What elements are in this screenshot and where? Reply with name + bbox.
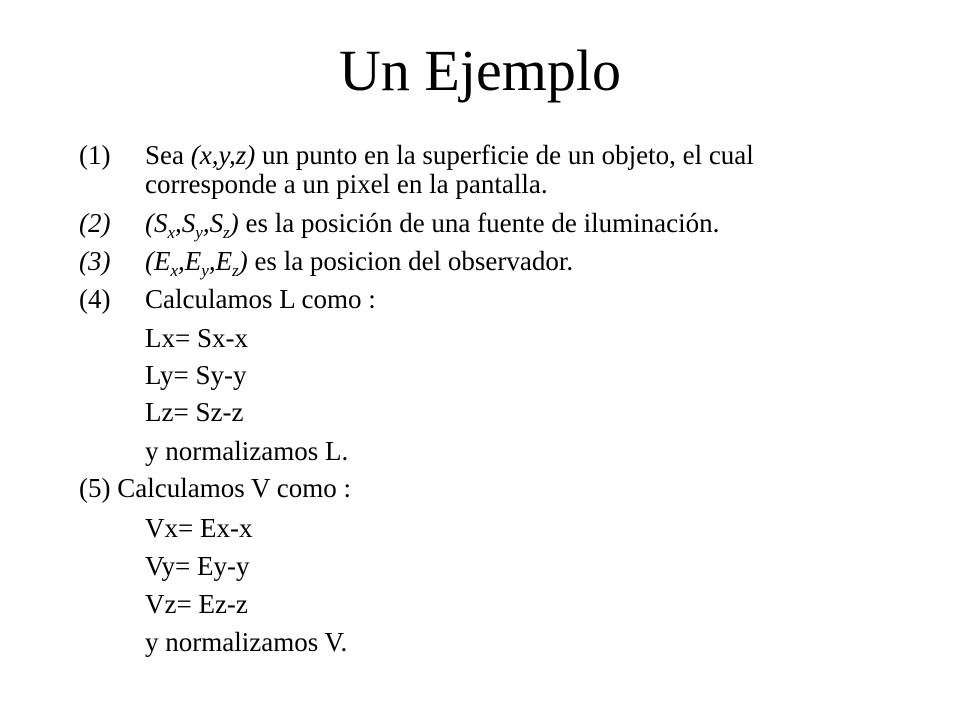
item-3-rest: es la posicion del observador.: [247, 246, 574, 276]
item-2-number: (2): [79, 208, 111, 238]
item-4-number: (4): [79, 284, 111, 314]
item-1-point: (x,y,z): [190, 140, 256, 170]
item-1-rest: un punto en la superficie de un objeto, el cual: [255, 140, 754, 170]
item-5-text: (5) Calculamos V como :: [79, 473, 351, 503]
light-source-vector: $(S_x,S_y,S_z)$: [145, 208, 239, 242]
observer-vector: $(E_x,E_y,E_z)$: [145, 246, 248, 280]
item-2-rest: es la posición de una fuente de iluminación.: [238, 208, 720, 238]
item-1-number: (1): [79, 140, 111, 170]
slide-title: Un Ejemplo: [339, 38, 621, 103]
item-3-text: [145, 246, 574, 280]
item-2-text: [145, 208, 720, 242]
item-1-pre: Sea: [145, 140, 191, 170]
item-1-text: [145, 140, 754, 170]
item-4-text: Calculamos L como :: [145, 284, 376, 314]
item-3-number: (3): [79, 246, 111, 276]
item-1-continuation: corresponde a un pixel en la pantalla.: [145, 169, 548, 199]
